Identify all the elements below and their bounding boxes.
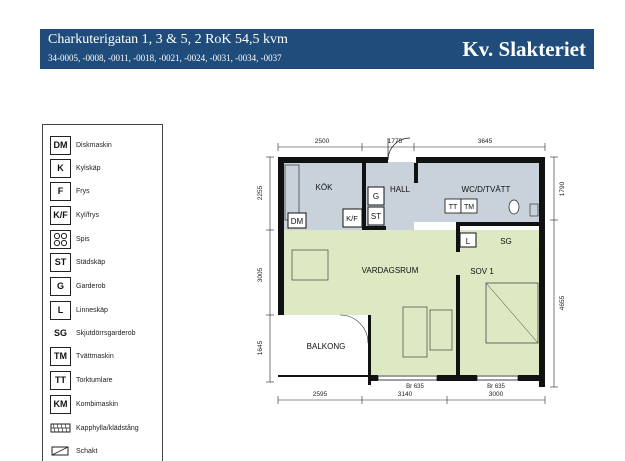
dim-left-mid: 3005 [257,267,264,283]
project-name: Kv. Slakteriet [462,37,586,61]
shelf-icon [50,419,71,438]
legend-symbol-g: G [50,277,71,296]
room-hall: HALL [389,185,411,194]
dim-right-upper: 1790 [559,181,566,197]
dim-bottom-left: 2595 [312,391,328,398]
legend-item-k [50,158,101,178]
room-bath: WC/D/TVÄTT [461,185,511,194]
legend-item-l [50,300,108,320]
bedroom-area [456,230,540,375]
symbol-legend [42,124,163,461]
dim-top-left: 2500 [314,138,330,145]
room-balcony: BALKONG [306,342,346,351]
fixture-st: ST [370,212,382,221]
legend-symbol-st: ST [50,253,71,272]
legend-label: Skjutdörrsgarderob [76,329,136,337]
legend-symbol-dm: DM [50,136,71,155]
legend-label: Torktumlare [76,376,113,384]
header-banner [40,29,594,69]
dim-left-lower: 1645 [257,340,264,356]
apartment-codes: 34-0005, -0008, -0011, -0018, -0021, -0024, -0031, -0034, -0037 [48,53,282,63]
legend-symbol-tt: TT [50,371,71,390]
fixture-l: L [465,237,471,246]
dim-top-right: 3645 [477,138,493,145]
legend-item-stove [50,229,90,249]
legend-item-tt [50,370,113,390]
fixture-sg: SG [500,237,512,246]
legend-item-f [50,181,90,201]
legend-label: Kapphylla/klädstång [76,424,139,432]
dim-right-lower: 4655 [559,295,566,311]
dim-bottom-mid: 3140 [397,391,413,398]
legend-item-sg [50,323,136,343]
legend-label: Tvättmaskin [76,352,114,360]
legend-item-kf [50,205,99,225]
legend-symbol-l: L [50,301,71,320]
legend-item-dm [50,135,112,155]
dim-bottom-right: 3000 [488,391,504,398]
floor-plan [240,125,570,405]
legend-item-g [50,276,106,296]
dim-left-upper: 2255 [257,185,264,201]
legend-label: Spis [76,235,90,243]
window-width-1: Br 635 [406,384,424,390]
legend-label: Städskäp [76,258,106,266]
toilet [509,200,519,214]
fixture-kf: K/F [346,214,358,223]
apartment-address: Charkuterigatan 1, 3 & 5, 2 RoK 54,5 kvm [48,32,288,47]
dim-top-mid: 1775 [387,138,403,145]
legend-item-tm [50,346,114,366]
room-bedroom: SOV 1 [470,267,494,276]
fixture-tt: TT [448,204,458,211]
legend-symbol-sg: SG [53,328,67,338]
fixture-g: G [372,192,380,201]
legend-symbol-km: KM [50,395,71,414]
legend-label: Linneskäp [76,306,108,314]
window-width-2: Br 635 [487,384,505,390]
legend-label: Kylskäp [76,164,101,172]
room-living: VARDAGSRUM [361,266,419,275]
legend-symbol-tm: TM [50,347,71,366]
shaft-icon [50,442,71,461]
fixture-tm: TM [463,204,475,211]
room-kitchen: KÖK [315,183,333,192]
legend-item-st [50,252,105,272]
legend-label: Schakt [76,447,98,455]
legend-label: Kombimaskin [76,400,119,408]
legend-label: Frys [76,187,90,195]
legend-symbol-f: F [50,182,71,201]
legend-symbol-kf: K/F [50,206,71,225]
fixture-dm: DM [290,217,304,226]
legend-item-km [50,394,118,414]
legend-label: Garderob [76,282,106,290]
legend-label: Diskmaskin [76,141,112,149]
legend-symbol-k: K [50,159,71,178]
legend-label: Kyl/frys [76,211,99,219]
legend-item-shelf [50,418,139,438]
stove-icon [50,230,71,249]
legend-item-shaft [50,441,97,461]
